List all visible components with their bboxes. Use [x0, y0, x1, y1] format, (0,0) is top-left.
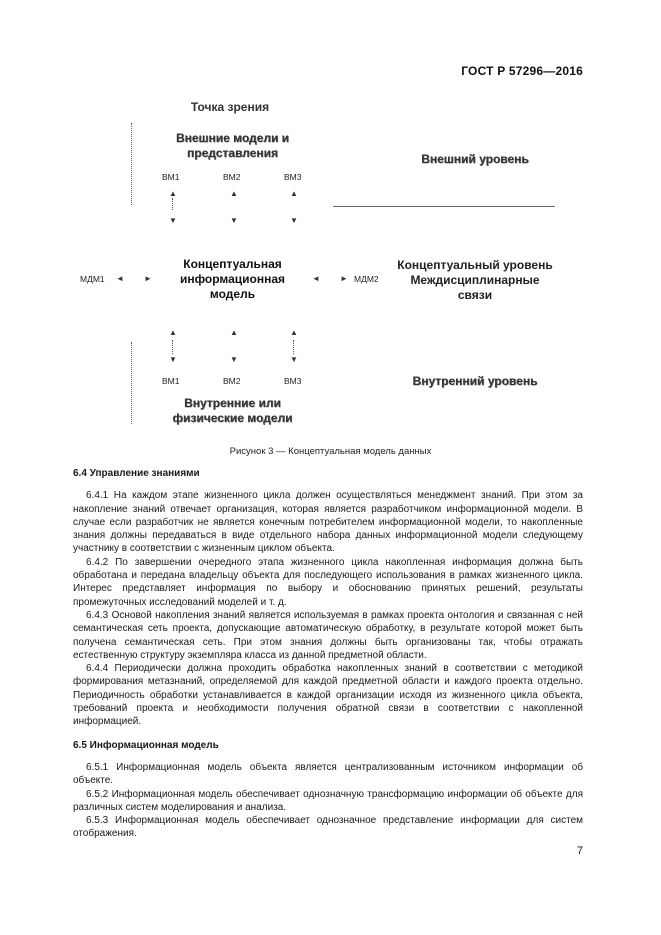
page-number: 7 [576, 845, 583, 857]
mdm2-arrow-right: ► [340, 274, 348, 283]
left-boundary-top [131, 123, 132, 205]
mdm2-label: МДМ2 [354, 274, 379, 284]
arrow-down-2: ▼ [230, 216, 238, 225]
bm2-bottom: ВМ2 [223, 376, 241, 386]
arrow-up-4: ▲ [169, 328, 177, 337]
paragraph-6-5-3: 6.5.3 Информационная модель обеспечивает однозначное представление информации для систем отображения. [73, 815, 583, 840]
mdm2-arrow-left: ◄ [312, 274, 320, 283]
paragraph-6-4-4: 6.4.4 Периодически должна проходить обработка накопленных знаний в соответствии с методикой формирования метазнаний, определяемой для каждой предметной области и каждого проекта отдельно. Периодичность обработки устанавливается в каждой организации исходя из жизненного цикла объекта, требований проекта и необходимости получения обратной связи в соответствии с накопленной информацией. [73, 663, 583, 728]
conceptual-level-label: Концептуальный уровень [397, 258, 553, 272]
left-boundary-bottom [131, 342, 132, 424]
connector-6 [293, 340, 294, 354]
figure-caption: Рисунок 3 — Концептуальная модель данных [229, 446, 432, 457]
paragraph-6-4-1: 6.4.1 На каждом этапе жизненного цикла должен осуществляться менеджмент знаний. При этом за накопление знаний отвечает организация, которая является разработчиком информационной модели. В случае если разработчик не является конечным потребителем информационной модели, то накопленные знания должны передаваться в виде отдельного набора данных информационной модели следующему участнику в соответствии с жизненным циклом объекта. [73, 490, 583, 555]
paragraph-6-5-1: 6.5.1 Информационная модель объекта является централизованным источником информации об объекте. [73, 761, 583, 787]
arrow-down-5: ▼ [230, 355, 238, 364]
paragraph-6-4-2: 6.4.2 По завершении очередного этапа жизненного цикла накопленная информация должна быть обработана и передана владельцу объекта для последующего использования в рамках жизненного цикла. Интерес представляет информация по выбору и обоснованию принятых решений, результаты промежуточных исследований моделей и т. д. [73, 556, 583, 608]
bm2-top: ВМ2 [223, 172, 241, 182]
external-level-label: Внешний уровень [421, 152, 529, 166]
arrow-up-2: ▲ [230, 189, 238, 198]
mdm1-arrow-left: ◄ [116, 274, 124, 283]
standard-header: ГОСТ Р 57296—2016 [461, 64, 583, 78]
paragraph-6-4-3: 6.4.3 Основой накопления знаний является используемая в рамках проекта онтология и связанная с ней семантическая сеть проекта, допускающие автоматическую обработку, в результате которой может быть получена семантическая сеть. При этом знания должны быть организованы так, чтобы отражать естественную структуру экземпляра класса из данной предметной области. [73, 609, 583, 661]
internal-models-label: Внутренние или физические модели [172, 396, 293, 425]
section-6-4-title: 6.4 Управление знаниями [73, 468, 200, 479]
bm3-top: ВМ3 [284, 172, 302, 182]
interdisciplinary-label: Междисциплинарные связи [410, 273, 540, 302]
external-level-divider [333, 206, 555, 207]
arrow-up-1: ▲ [169, 189, 177, 198]
paragraph-6-5-2: 6.5.2 Информационная модель обеспечивает однозначную трансформацию информации об объекте для различных систем моделирования и анализа. [73, 788, 583, 813]
arrow-up-5: ▲ [230, 328, 238, 337]
section-6-5-title: 6.5 Информационная модель [73, 739, 219, 751]
arrow-up-3: ▲ [290, 189, 298, 198]
connector-1 [172, 198, 173, 210]
arrow-down-6: ▼ [290, 355, 298, 364]
mdm1-label: МДМ1 [80, 274, 105, 284]
bm1-top: ВМ1 [162, 172, 180, 182]
arrow-down-3: ▼ [290, 216, 298, 225]
arrow-down-1: ▼ [169, 216, 177, 225]
bm3-bottom: ВМ3 [284, 376, 302, 386]
mdm1-arrow-right: ► [144, 274, 152, 283]
arrow-up-6: ▲ [290, 328, 298, 337]
viewpoint-label: Точка зрения [190, 100, 270, 114]
connector-4 [172, 340, 173, 354]
conceptual-model-label: Концептуальная информационная модель [179, 257, 286, 301]
document-body [73, 467, 583, 841]
arrow-down-4: ▼ [169, 355, 177, 364]
bm1-bottom: ВМ1 [162, 376, 180, 386]
external-models-label: Внешние модели и представления [175, 131, 290, 160]
internal-level-label: Внутренний уровень [412, 374, 538, 388]
